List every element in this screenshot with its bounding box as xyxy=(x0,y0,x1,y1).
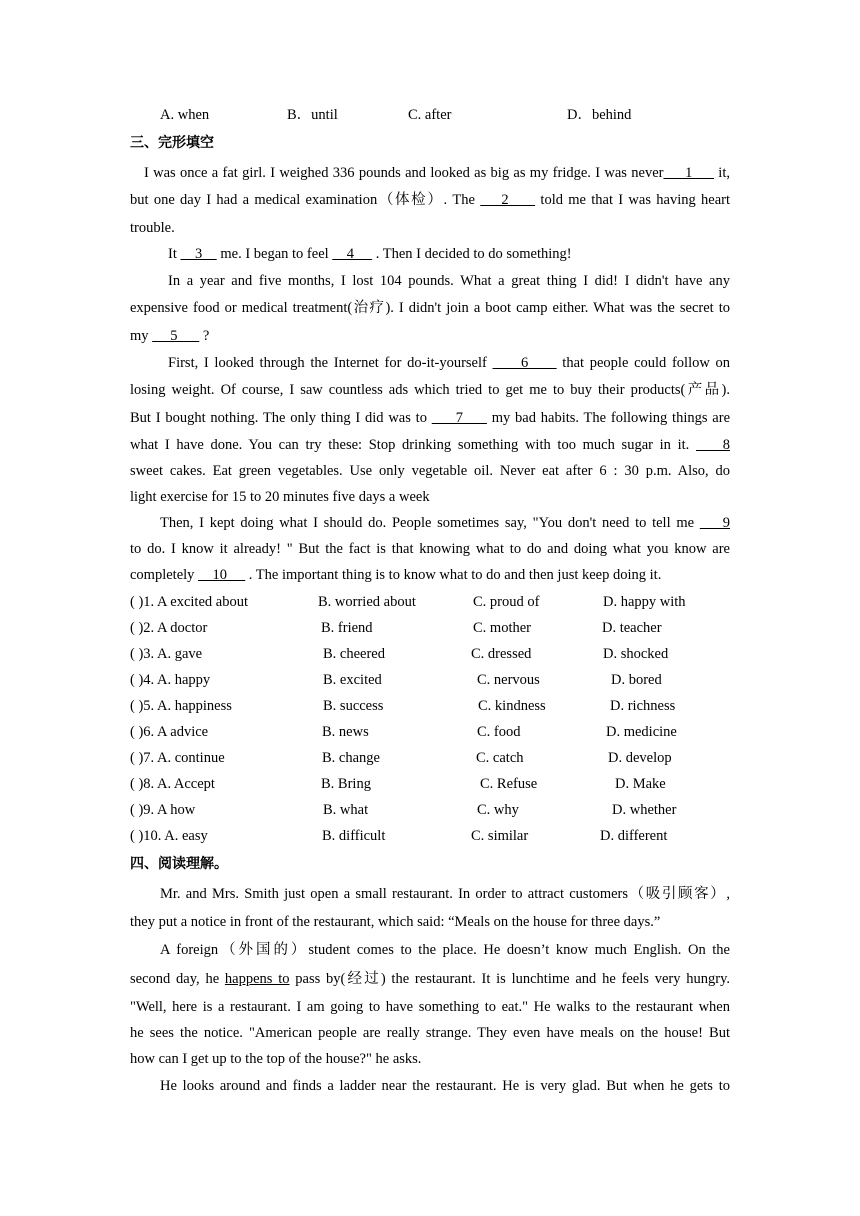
question-1-stem: ( )1. A excited about xyxy=(130,594,248,610)
question-3-option-c: C. dressed xyxy=(471,646,532,662)
cloze-paragraph-2: It 3 me. I began to feel 4 . Then I decided to do something! xyxy=(168,246,572,262)
cloze-paragraph-1-line2: but one day I had a medical examination（体检）. The 2 told me that I was having heart xyxy=(130,192,730,208)
question-4-option-d: D. bored xyxy=(611,672,662,688)
cloze-paragraph-5-line2: to do. I know it already! " But the fact is that knowing what to do and doing what you know are xyxy=(130,541,730,557)
question-7-option-c: C. catch xyxy=(476,750,524,766)
question-10-option-c: C. similar xyxy=(471,828,529,844)
question-6-option-d: D. medicine xyxy=(606,724,677,740)
cloze-paragraph-4-line3: But I bought nothing. The only thing I did was to 7 my bad habits. The following things are xyxy=(130,410,731,426)
question-3-option-d: D. shocked xyxy=(603,646,669,662)
cloze-paragraph-3-line3: my 5 ? xyxy=(130,328,210,344)
section3-heading: 三、完形填空 xyxy=(130,135,214,151)
cloze-paragraph-5-line3: completely 10 . The important thing is to know what to do and then just keep doing it. xyxy=(130,567,662,583)
reading-paragraph-3-line1: He looks around and finds a ladder near the restaurant. He is very glad. But when he gets to xyxy=(160,1078,730,1094)
prev-option-a: A. when xyxy=(160,107,210,123)
reading-paragraph-2-line5: how can I get up to the top of the house?" he asks. xyxy=(130,1051,422,1067)
question-6-stem: ( )6. A advice xyxy=(130,724,209,740)
question-2-option-b: B. friend xyxy=(321,620,373,636)
cloze-paragraph-1-line3: trouble. xyxy=(130,220,175,236)
question-5-stem: ( )5. A. happiness xyxy=(130,698,232,714)
blank-6: 6 xyxy=(492,355,557,371)
question-4-stem: ( )4. A. happy xyxy=(130,672,211,688)
prev-option-c: C. after xyxy=(408,107,452,123)
question-9-option-d: D. whether xyxy=(612,802,677,818)
question-4-option-c: C. nervous xyxy=(477,672,540,688)
question-9-option-b: B. what xyxy=(323,802,369,818)
question-10-option-b: B. difficult xyxy=(322,828,386,844)
question-7-option-b: B. change xyxy=(322,750,380,766)
blank-3: 3 xyxy=(180,246,217,262)
question-9-stem: ( )9. A how xyxy=(130,802,196,818)
cloze-paragraph-3-line2: expensive food or medical treatment(治疗). I didn't join a boot camp either. What was the secret to xyxy=(130,300,730,316)
cloze-paragraph-5-line1: Then, I kept doing what I should do. People sometimes say, "You don't need to tell me 9 xyxy=(160,515,731,531)
section4-heading: 四、阅读理解。 xyxy=(130,856,228,872)
question-8-option-c: C. Refuse xyxy=(480,776,538,792)
question-2-stem: ( )2. A doctor xyxy=(130,620,208,636)
question-7-option-d: D. develop xyxy=(608,750,672,766)
question-8-stem: ( )8. A. Accept xyxy=(130,776,215,792)
question-5-option-b: B. success xyxy=(323,698,384,714)
question-6-option-b: B. news xyxy=(322,724,369,740)
blank-1: 1 xyxy=(663,165,714,181)
question-2-option-c: C. mother xyxy=(473,620,531,636)
prev-option-d: D．behind xyxy=(567,107,632,123)
question-4-option-b: B. excited xyxy=(323,672,382,688)
reading-paragraph-2-line3: "Well, here is a restaurant. I am going to have something to eat." He walks to the restaurant when xyxy=(130,999,730,1015)
cloze-paragraph-4-line4: what I have done. You can try these: Stop drinking something with too much sugar in it. 8 xyxy=(130,437,731,453)
question-2-option-d: D. teacher xyxy=(602,620,662,636)
question-1-option-d: D. happy with xyxy=(603,594,686,610)
question-7-stem: ( )7. A. continue xyxy=(130,750,225,766)
question-3-option-b: B. cheered xyxy=(323,646,385,662)
cloze-paragraph-4-line2: losing weight. Of course, I saw countless ads which tried to get me to buy their products(产品). xyxy=(130,382,730,398)
cloze-paragraph-3-line1: In a year and five months, I lost 104 pounds. What a great thing I did! I didn't have any xyxy=(168,273,730,289)
cloze-paragraph-4-line6: light exercise for 15 to 20 minutes five days a week xyxy=(130,489,430,505)
question-1-option-c: C. proud of xyxy=(473,594,540,610)
question-5-option-c: C. kindness xyxy=(478,698,546,714)
cloze-paragraph-4-line1: First, I looked through the Internet for do-it-yourself 6 that people could follow on xyxy=(168,355,731,371)
question-10-stem: ( )10. A. easy xyxy=(130,828,208,844)
blank-4: 4 xyxy=(332,246,373,262)
question-8-option-d: D. Make xyxy=(615,776,666,792)
question-9-option-c: C. why xyxy=(477,802,519,818)
reading-paragraph-2-line1: A foreign（外国的）student comes to the place. He doesn’t know much English. On the xyxy=(160,942,730,958)
question-3-stem: ( )3. A. gave xyxy=(130,646,203,662)
blank-2: 2 xyxy=(480,192,536,208)
question-10-option-d: D. different xyxy=(600,828,668,844)
cloze-paragraph-1-line1: I was once a fat girl. I weighed 336 pounds and looked as big as my fridge. I was never 1 it, xyxy=(144,165,730,181)
reading-paragraph-1-line2: they put a notice in front of the restaurant, which said: “Meals on the house for three days.” xyxy=(130,914,661,930)
question-5-option-d: D. richness xyxy=(610,698,676,714)
blank-10: 10 xyxy=(198,567,246,583)
blank-8: 8 xyxy=(696,437,731,453)
question-6-option-c: C. food xyxy=(477,724,521,740)
question-1-option-b: B. worried about xyxy=(318,594,416,610)
underlined-phrase: happens to xyxy=(224,971,290,987)
prev-option-b: B．until xyxy=(287,107,338,123)
reading-paragraph-2-line4: he sees the notice. "American people are really strange. They even have meals on the house! But xyxy=(130,1025,730,1041)
cloze-paragraph-4-line5: sweet cakes. Eat green vegetables. Use only vegetable oil. Never eat after 6 : 30 p.m. Also, do xyxy=(130,463,730,479)
reading-paragraph-1-line1: Mr. and Mrs. Smith just open a small restaurant. In order to attract customers（吸引顾客）, xyxy=(160,886,730,902)
blank-7: 7 xyxy=(431,410,487,426)
reading-paragraph-2-line2: second day, he happens to pass by(经过) the restaurant. It is lunchtime and he feels very hungry. xyxy=(130,971,730,987)
blank-9: 9 xyxy=(699,515,731,531)
blank-5: 5 xyxy=(152,328,200,344)
question-8-option-b: B. Bring xyxy=(321,776,371,792)
